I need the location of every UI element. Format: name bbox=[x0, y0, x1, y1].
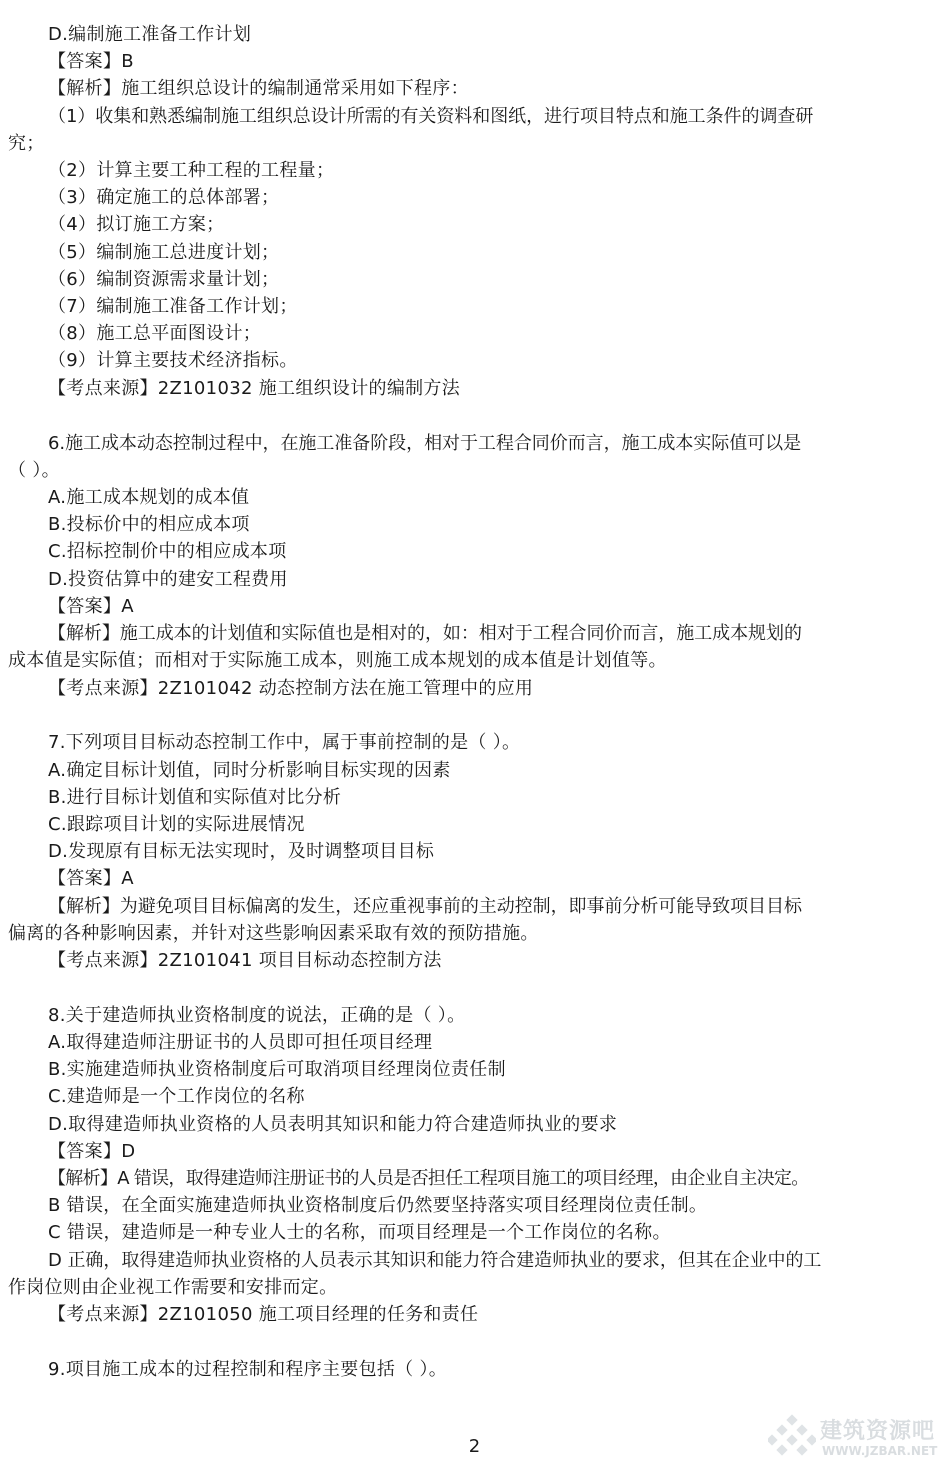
option-c: C.跟踪项目计划的实际进展情况 bbox=[48, 814, 305, 835]
analysis-step: （3）确定施工的总体部署； bbox=[48, 187, 280, 208]
option-d: D.取得建造师执业资格的人员表明其知识和能力符合建造师执业的要求 bbox=[48, 1114, 618, 1135]
analysis-step: （7）编制施工准备工作计划； bbox=[48, 296, 298, 317]
option-b: B.投标价中的相应成本项 bbox=[48, 514, 250, 535]
watermark-title: 建筑资源吧 bbox=[820, 1419, 936, 1444]
answer-line: 【答案】D bbox=[48, 1141, 136, 1162]
analysis-line: C 错误，建造师是一种专业人士的名称，而项目经理是一个工作岗位的名称。 bbox=[48, 1222, 671, 1243]
page-number: 2 bbox=[468, 1436, 481, 1457]
analysis-step: （9）计算主要技术经济指标。 bbox=[48, 350, 298, 371]
option-c: C.招标控制价中的相应成本项 bbox=[48, 541, 287, 562]
analysis-line: 【解析】为避免项目目标偏离的发生，还应重视事前的主动控制，即事前分析可能导致项目目标 bbox=[48, 896, 802, 917]
watermark bbox=[768, 1412, 943, 1464]
analysis-line-wrap: 成本值是实际值；而相对于实际施工成本，则施工成本规划的成本值是计划值等。 bbox=[8, 650, 667, 671]
option-a: A.取得建造师注册证书的人员即可担任项目经理 bbox=[48, 1032, 433, 1053]
analysis-line: 【解析】施工组织总设计的编制通常采用如下程序： bbox=[48, 78, 469, 99]
source-line: 【考点来源】2Z101032 施工组织设计的编制方法 bbox=[48, 378, 461, 399]
question-6-stem: 6.施工成本动态控制过程中，在施工准备阶段，相对于工程合同价而言，施工成本实际值可以是 bbox=[48, 433, 802, 454]
analysis-step: （2）计算主要工种工程的工程量； bbox=[48, 160, 335, 181]
option-d-line: D.编制施工准备工作计划 bbox=[48, 24, 252, 45]
option-a: A.施工成本规划的成本值 bbox=[48, 487, 250, 508]
answer-line: 【答案】B bbox=[48, 51, 134, 72]
analysis-step: （5）编制施工总进度计划； bbox=[48, 242, 280, 263]
question-7-stem: 7.下列项目目标动态控制工作中，属于事前控制的是（ ）。 bbox=[48, 732, 521, 753]
option-b: B.实施建造师执业资格制度后可取消项目经理岗位责任制 bbox=[48, 1059, 506, 1080]
option-c: C.建造师是一个工作岗位的名称 bbox=[48, 1086, 305, 1107]
option-d: D.发现原有目标无法实现时，及时调整项目目标 bbox=[48, 841, 435, 862]
analysis-step: （1）收集和熟悉编制施工组织总设计所需的有关资料和图纸，进行项目特点和施工条件的调查研 bbox=[48, 106, 814, 127]
answer-line: 【答案】A bbox=[48, 596, 134, 617]
answer-line: 【答案】A bbox=[48, 868, 134, 889]
analysis-step: （4）拟订施工方案； bbox=[48, 214, 225, 235]
watermark-url: WWW.JZBAR.NET bbox=[822, 1444, 938, 1458]
analysis-line: 【解析】A 错误，取得建造师注册证书的人员是否担任工程项目施工的项目经理，由企业自主决定。 bbox=[48, 1168, 809, 1189]
question-9-stem: 9.项目施工成本的过程控制和程序主要包括（ ）。 bbox=[48, 1359, 448, 1380]
source-line: 【考点来源】2Z101041 项目目标动态控制方法 bbox=[48, 950, 442, 971]
analysis-line: B 错误，在全面实施建造师执业资格制度后仍然要坚持落实项目经理岗位责任制。 bbox=[48, 1195, 708, 1216]
option-d: D.投资估算中的建安工程费用 bbox=[48, 569, 288, 590]
analysis-line-wrap: 偏离的各种影响因素，并针对这些影响因素采取有效的预防措施。 bbox=[8, 923, 539, 944]
analysis-step-wrap: 究； bbox=[8, 133, 45, 154]
analysis-step: （6）编制资源需求量计划； bbox=[48, 269, 280, 290]
analysis-line-wrap: 作岗位则由企业视工作需要和安排而定。 bbox=[8, 1277, 338, 1298]
option-b: B.进行目标计划值和实际值对比分析 bbox=[48, 787, 342, 808]
watermark-logo-icon bbox=[768, 1414, 816, 1462]
analysis-line: D 正确，取得建造师执业资格的人员表示其知识和能力符合建造师执业的要求，但其在企业中的工 bbox=[48, 1250, 822, 1271]
option-a: A.确定目标计划值，同时分析影响目标实现的因素 bbox=[48, 760, 451, 781]
source-line: 【考点来源】2Z101050 施工项目经理的任务和责任 bbox=[48, 1304, 479, 1325]
analysis-step: （8）施工总平面图设计； bbox=[48, 323, 262, 344]
source-line: 【考点来源】2Z101042 动态控制方法在施工管理中的应用 bbox=[48, 678, 534, 699]
question-8-stem: 8.关于建造师执业资格制度的说法，正确的是（ ）。 bbox=[48, 1005, 466, 1026]
analysis-line: 【解析】施工成本的计划值和实际值也是相对的，如：相对于工程合同价而言，施工成本规划的 bbox=[48, 623, 802, 644]
question-6-stem-wrap: （ ）。 bbox=[8, 460, 60, 481]
